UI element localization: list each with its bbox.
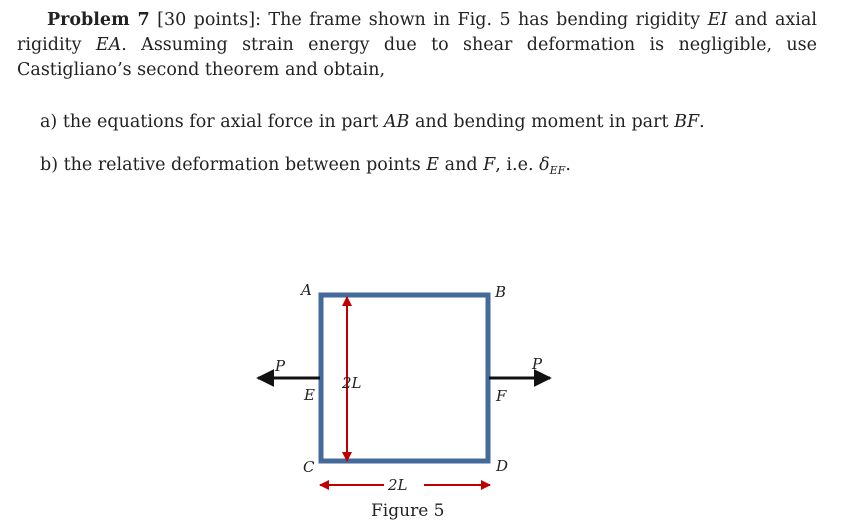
question-b-and: and <box>444 155 478 175</box>
problem-text-3: . Assuming strain energy due to shear deformation is negligible, use Castigliano’s second theorem and obtain, <box>17 35 817 80</box>
part-bf-symbol: BF <box>674 112 700 132</box>
axial-rigidity-symbol: EA <box>95 35 122 55</box>
problem-text-2: and axial rigidity <box>17 10 817 55</box>
point-c-label: C <box>303 458 315 476</box>
point-f-symbol: F <box>483 155 496 175</box>
question-a-end: . <box>699 112 705 132</box>
figure-caption: Figure 5 <box>371 501 445 521</box>
horizontal-dimension-label: 2L <box>388 476 408 494</box>
vertical-dimension-label: 2L <box>342 374 362 392</box>
point-e-label: E <box>304 386 315 404</box>
delta-subscript: EF <box>549 164 566 177</box>
point-f-label: F <box>496 387 507 405</box>
question-a-middle: and bending moment in part <box>414 112 669 132</box>
point-a-label: A <box>301 281 312 299</box>
point-e-symbol: E <box>426 155 440 175</box>
question-b-prefix: b) the relative deformation between points <box>40 155 421 175</box>
part-ab-symbol: AB <box>383 112 410 132</box>
point-b-label: B <box>495 283 507 301</box>
right-load-label: P <box>532 355 543 373</box>
question-a-prefix: a) the equations for axial force in part <box>40 112 379 132</box>
problem-title: Problem 7 <box>47 10 150 30</box>
point-d-label: D <box>496 457 509 475</box>
question-b-middle: , i.e. <box>495 155 534 175</box>
left-load-label: P <box>275 357 286 375</box>
question-b-end: . <box>565 155 571 175</box>
delta-symbol: δ <box>539 155 550 175</box>
bending-rigidity-symbol: EI <box>707 10 728 30</box>
problem-text-1: The frame shown in Fig. 5 has bending rigidity <box>268 10 701 30</box>
problem-points: [30 points]: <box>157 10 261 30</box>
